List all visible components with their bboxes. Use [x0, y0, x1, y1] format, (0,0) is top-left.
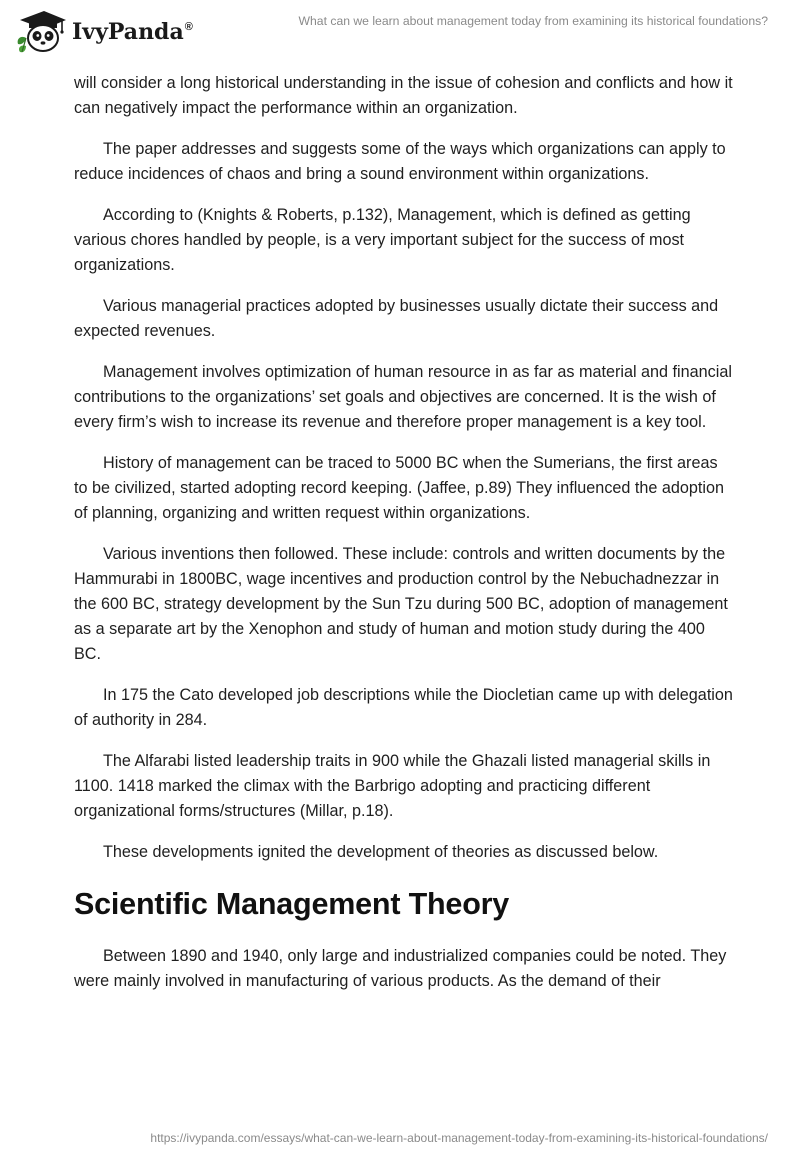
document-title: What can we learn about management today from examining its historical foundations?: [298, 14, 768, 28]
paragraph: According to (Knights & Roberts, p.132), Management, which is defined as getting various chores handled by people, is a very important subject for the success of most organizations.: [74, 206, 691, 274]
paragraph: Various inventions then followed. These include: controls and written documents by the Hammurabi in 1800BC, wage incentives and production control by the Nebuchadnezzar in the 600 BC, strategy development by the Sun Tzu during 500 BC, adoption of management as a separate art by the Xenophon and study of human and motion study during the 400 BC.: [74, 545, 728, 663]
paragraph: History of management can be traced to 5000 BC when the Sumerians, the first areas to be civilized, started adopting record keeping. (Jaffee, p.89) They influenced the adoption of planning, organizing and written request within organizations.: [74, 454, 725, 522]
paragraph: Between 1890 and 1940, only large and industrialized companies could be noted. They were mainly involved in manufacturing of various products. As the demand of their: [74, 947, 727, 990]
source-url: https://ivypanda.com/essays/what-can-we-learn-about-management-today-from-examining-its-historical-foundations/: [150, 1131, 768, 1145]
paragraph: will consider a long historical understanding in the issue of cohesion and conflicts and how it can negatively impact the performance within an organization.: [74, 74, 733, 117]
paragraph: Various managerial practices adopted by businesses usually dictate their success and expected revenues.: [74, 297, 719, 340]
panda-graduate-icon: [14, 8, 68, 54]
paragraph: In 175 the Cato developed job descriptions while the Diocletian came up with delegation of authority in 284.: [74, 686, 733, 729]
registered-mark: ®: [184, 21, 193, 33]
paragraph: Management involves optimization of human resource in as far as material and financial contributions to the organizations’ set goals and objectives are concerned. It is the wish of every firm’s wish to increase its revenue and therefore proper management is a key tool.: [74, 363, 732, 431]
essay-content: [74, 71, 734, 1010]
section-heading: Scientific Management Theory: [74, 887, 510, 921]
paragraph: These developments ignited the development of theories as discussed below.: [103, 843, 659, 861]
paragraph: The Alfarabi listed leadership traits in 900 while the Ghazali listed managerial skills in 1100. 1418 marked the climax with the Barbrigo adopting and practicing different organizational forms/structures (Millar, p.18).: [74, 752, 711, 820]
brand-name: IvyPanda®: [72, 19, 193, 45]
page-header: [0, 0, 800, 70]
ivypanda-logo[interactable]: [14, 8, 204, 54]
paragraph: The paper addresses and suggests some of the ways which organizations can apply to reduce incidences of chaos and bring a sound environment within organizations.: [74, 140, 726, 183]
